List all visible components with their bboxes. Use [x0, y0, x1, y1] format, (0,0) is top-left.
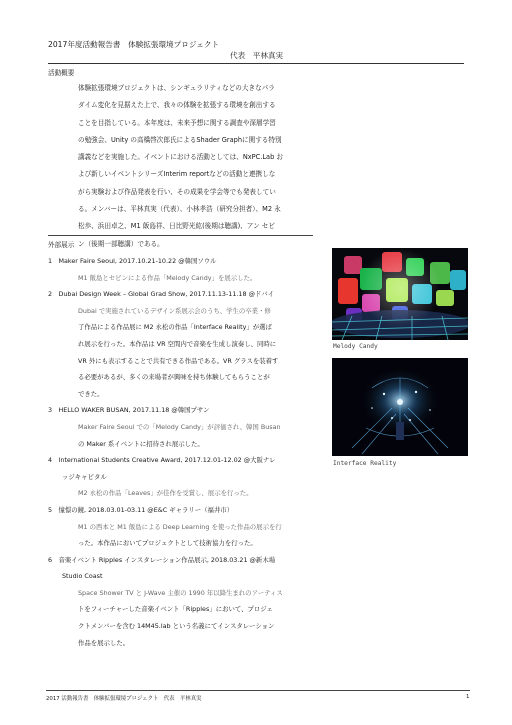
exhibition-desc: クトメンバーを含む 14M45.lab という名義にてインスタレーション: [78, 622, 275, 631]
page-number: 1: [466, 694, 470, 700]
summary-line: ン（後期一部聴講）である。: [78, 239, 164, 248]
summary-line: ダイム変化を見据えた上で、我々の体験を拡張する環境を創出する: [78, 101, 276, 110]
exhibition-desc: 了作品による作品展に M2 永松の作品「Interface Reality」が選ば: [78, 323, 272, 332]
melody-candy-caption: Melody Candy: [333, 343, 378, 350]
footer-text: 2017 活動報告書 体験拡張環境プロジェクト 代表 平林真実: [46, 696, 202, 702]
summary-heading: 活動概要: [48, 69, 75, 77]
summary-line: がら実験および作品発表を行い、その成果を学会等でも発表してい: [78, 187, 276, 196]
exhibition-desc: Space Shower TV と J-Wave 主催の 1990 年以降生まれのアーティス: [78, 588, 283, 597]
summary-line: の勉強会、Unity の高橋啓次郎氏によるShader Graphに関する特別: [78, 135, 282, 144]
interface-reality-caption: Interface Reality: [333, 460, 397, 467]
exhibition-title: 6 音楽イベント Ripples インスタレーション作品展示, 2018.03.21 @新木場: [48, 555, 276, 564]
exhibition-desc: 作品を展示した。: [78, 638, 130, 647]
exhibition-desc: M2 永松の作品「Leaves」が佳作を受賞し、展示を行った。: [78, 489, 253, 498]
interface-reality-photo: [332, 358, 468, 456]
exhibition-title: 4 International Students Creative Award, 2017.12.01-12.02 @大阪ナレ: [48, 456, 276, 465]
summary-line: 講義などを実施した。イベントにおける活動としては、NxPC.Lab お: [78, 153, 283, 162]
exhibition-desc: トをフィーチャーした音楽イベント「Ripples」において、プロジェ: [78, 605, 273, 614]
exhibition-desc: M1 の西本と M1 飯島による Deep Learning を使った作品の展示を行: [78, 522, 282, 531]
exhibition-title-cont: ッジキャピタル: [62, 472, 107, 481]
exhibition-title: 3 HELLO WAKER BUSAN, 2017.11.18 @韓国プサン: [48, 406, 210, 415]
exhibition-desc: れ展示を行った。本作品は VR 空間内で音楽を生成し演奏し、同時に: [78, 339, 277, 348]
summary-line: 松歩、浜田卓之、M1 飯島祥、日比野光紘(後期は聴講)、アン セビ: [78, 222, 275, 231]
exhibition-title: 1 Maker Faire Seoul, 2017.10.21-10.22 @韓国ソウル: [48, 257, 217, 265]
exhibitions-heading: 外部展示: [48, 241, 75, 249]
summary-line: 体験拡張環境プロジェクトは、シンギュラリティなどの大きなパラ: [78, 84, 275, 92]
exhibition-desc: M1 飯島とセビンによる作品「Melody Candy」を展示した。: [78, 273, 257, 282]
section-divider: [48, 235, 313, 236]
summary-line: ことを目指している。本年度は、未来予想に関する調査や深層学習: [78, 118, 276, 127]
document-title: 2017年度活動報告書 体験拡張環境プロジェクト: [48, 40, 220, 49]
exhibition-desc: の Maker 系イベントに招待され展示した。: [78, 439, 204, 448]
exhibition-desc: る必要があるが、多くの来場者が興味を持ち体験してもらうことが: [78, 373, 270, 382]
exhibition-title: 5 憧憬の鏡, 2018.03.01-03.11 @E&C ギャラリー（福井市）: [48, 505, 234, 514]
melody-candy-photo: [332, 248, 468, 340]
exhibition-list: [48, 253, 318, 651]
exhibition-desc: Maker Faire Seoul での「Melody Candy」が評価され、韓国 Busan: [78, 422, 281, 431]
summary-line: よび新しいイベントシリーズInterim reportなどの活動と連携しな: [78, 170, 276, 179]
exhibition-desc: できた。: [78, 389, 104, 398]
header-divider: [48, 63, 464, 64]
footer-divider: [46, 690, 470, 691]
exhibition-desc: VR 外にも表示することで共有できる作品である。VR グラスを装着す: [78, 356, 279, 365]
exhibition-desc: Dubai で実施されているデザイン系展示会のうち、学生の卒業・修: [78, 306, 271, 315]
document-author: 代表 平林真実: [230, 51, 284, 60]
summary-body: [78, 80, 318, 253]
exhibition-desc: った。本作品においてプロジェクトとして技術協力を行った。: [78, 539, 257, 548]
exhibition-title: 2 Dubai Design Week – Global Grad Show, 2017.11.13-11.18 @ドバイ: [48, 290, 275, 299]
summary-line: る。メンバーは、平林真実（代表）、小林孝浩（研究分担者）、M2 永: [78, 205, 281, 214]
exhibition-title-cont: Studio Coast: [62, 572, 103, 581]
